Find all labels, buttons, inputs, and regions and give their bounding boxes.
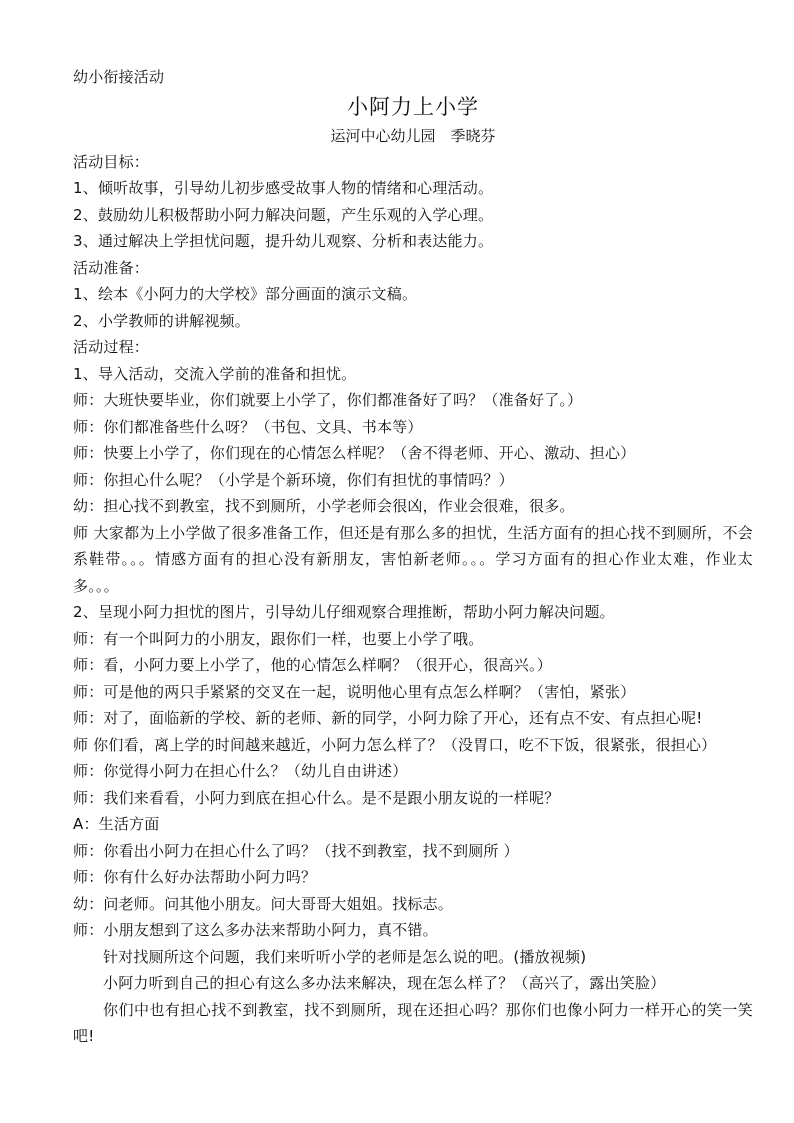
indented-line: 小阿力听到自己的担心有这么多办法来解决，现在怎么样了？（高兴了，露出笑脸） [103, 974, 666, 992]
text-line: 幼：问老师。问其他小朋友。问大哥哥大姐姐。找标志。 [73, 894, 454, 913]
text-line: 师：大班快要毕业，你们就要上小学了，你们都准备好了吗？（准备好了。） [73, 391, 583, 409]
text-line: 2、小学教师的讲解视频。 [73, 311, 250, 330]
text-line: 师：有一个叫阿力的小朋友，跟你们一样，也要上小学了哦。 [73, 629, 484, 648]
header-label: 幼小衔接活动 [73, 68, 165, 86]
text-line: 师：看，小阿力要上小学了，他的心情怎么样啊？（很开心，很高兴。） [73, 656, 552, 674]
text-line: 1、绘本《小阿力的大学校》部分画面的演示文稿。 [73, 285, 418, 303]
paragraph-closing: 你们中也有担心找不到教室，找不到厕所，现在还担心吗？那你们也像小阿力一样开心的笑一笑吧! [73, 1000, 753, 1045]
text-line: 2、呈现小阿力担忧的图片，引导幼儿仔细观察合理推断，帮助小阿力解决问题。 [73, 603, 615, 621]
text-line: 1、倾听故事，引导幼儿初步感受故事人物的情绪和心理活动。 [73, 179, 494, 197]
author-line: 运河中心幼儿园 季晓芬 [330, 126, 496, 145]
indented-line: 针对找厕所这个问题，我们来听听小学的老师是怎么说的吧。(播放视频) [103, 947, 587, 966]
text-line: 师：对了，面临新的学校、新的老师、新的同学，小阿力除了开心，还有点不安、有点担心呢! [73, 709, 703, 727]
text-line: 2、鼓励幼儿积极帮助小阿力解决问题，产生乐观的入学心理。 [73, 205, 494, 224]
text-line: 师：小朋友想到了这么多办法来帮助小阿力，真不错。 [73, 921, 438, 939]
text-line: 师：可是他的两只手紧紧的交叉在一起，说明他心里有点怎么样啊？（害怕，紧张） [73, 682, 636, 701]
text-line: 师：你看出小阿力在担心什么了吗？（找不到教室，找不到厕所 ） [73, 841, 519, 860]
text-line: 师 你们看，离上学的时间越来越近，小阿力怎么样了？（没胃口，吃不下饭，很紧张，很担心） [73, 735, 717, 754]
text-line: 活动准备： [73, 258, 150, 277]
document-page [73, 64, 753, 1050]
text-line: 1、导入活动，交流入学前的准备和担忧。 [73, 364, 357, 383]
text-line: 师：我们来看看，小阿力到底在担心什么。是不是跟小朋友说的一样呢？ [73, 788, 560, 807]
text-line: 师：你觉得小阿力在担心什么？（幼儿自由讲述） [73, 762, 408, 780]
text-line: 师：你们都准备些什么呀？（书包、文具、书本等） [73, 417, 423, 436]
text-line: 活动过程： [73, 338, 150, 356]
text-line: 师：快要上小学了，你们现在的心情怎么样呢？（舍不得老师、开心、激动、担心） [73, 444, 636, 462]
text-line: 活动目标： [73, 152, 150, 171]
text-line: 师：你担心什么呢？（小学是个新环境，你们有担忧的事情吗？） [73, 470, 514, 489]
document-title: 小阿力上小学 [347, 94, 479, 119]
paragraph-worries: 师 大家都为上小学做了很多准备工作，但还是有那么多的担忧，生活方面有的担心找不到厕所，不会系鞋带。。。情感方面有的担心没有新朋友，害怕新老师。。。学习方面有的担心作业太难，作业太多。。。 [73, 523, 753, 595]
text-line: 3、通过解决上学担忧问题，提升幼儿观察、分析和表达能力。 [73, 232, 494, 250]
text-line: A：生活方面 [73, 815, 160, 833]
text-line: 师：你有什么好办法帮助小阿力吗？ [73, 868, 317, 886]
text-line: 幼：担心找不到教室，找不到厕所，小学老师会很凶，作业会很难，很多。 [73, 497, 575, 515]
